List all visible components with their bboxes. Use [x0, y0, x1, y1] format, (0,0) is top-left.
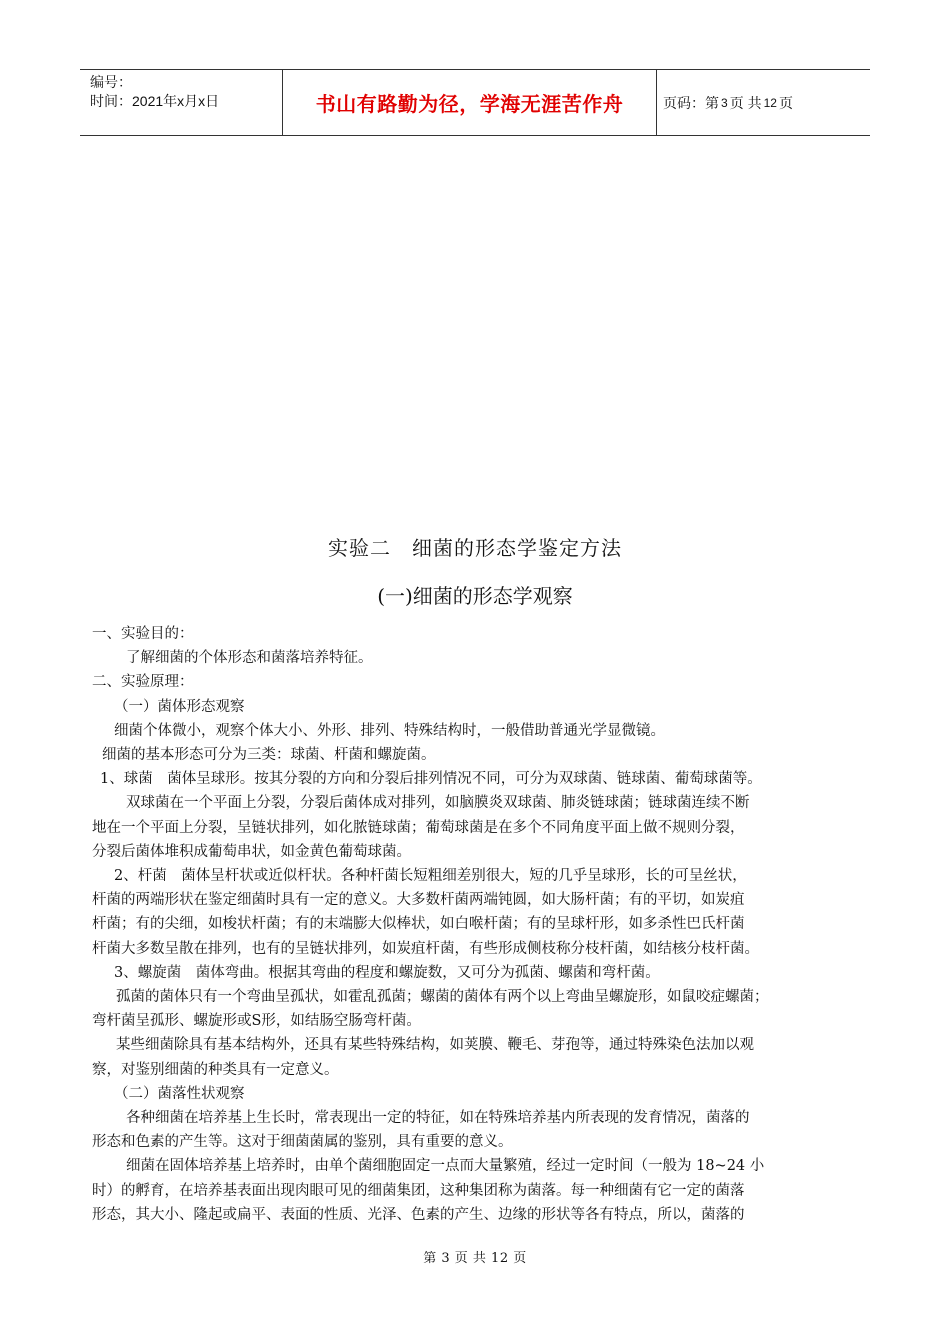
date-label: 时间：2021年x月x日 [90, 93, 220, 109]
subsection-heading: （二）菌落性状观察 [114, 1085, 245, 1102]
document-subtitle: (一)细菌的形态学观察 [377, 584, 573, 608]
header-meta-cell [80, 70, 283, 135]
paragraph-line: 分裂后菌体堆积成葡萄串状，如金黄色葡萄球菌。 [92, 843, 411, 860]
paragraph-line: 1、球菌 菌体呈球形。按其分裂的方向和分裂后排列情况不同，可分为双球菌、链球菌、葡萄球菌等。 [100, 771, 762, 788]
page-header-table [80, 69, 870, 136]
paragraph-line: 杆菌；有的尖细，如梭状杆菌；有的末端膨大似棒状，如白喉杆菌；有的呈球杆形，如多杀性巴氏杆菌 [92, 916, 745, 933]
serial-number-label: 编号： [90, 74, 132, 90]
paragraph-line: 杆菌的两端形状在鉴定细菌时具有一定的意义。大多数杆菌两端钝圆，如大肠杆菌；有的平切，如炭疽 [92, 892, 745, 909]
paragraph-line: 形态和色素的产生等。这对于细菌菌属的鉴别，具有重要的意义。 [92, 1134, 513, 1151]
paragraph-line: 双球菌在一个平面上分裂，分裂后菌体成对排列，如脑膜炎双球菌、肺炎链球菌；链球菌连续不断 [126, 795, 750, 812]
page-total-number: 12 [763, 95, 777, 110]
paragraph-line: 各种细菌在培养基上生长时，常表现出一定的特征，如在特殊培养基内所表现的发育情况，菌落的 [126, 1110, 750, 1127]
paragraph-line: 察，对鉴别细菌的种类具有一定意义。 [92, 1061, 339, 1078]
paragraph-line: 细菌在固体培养基上培养时，由单个菌细胞固定一点而大量繁殖，经过一定时间（一般为 18~24 小 [126, 1158, 765, 1175]
page-current-number: 3 [721, 95, 728, 110]
paragraph-line: 3、螺旋菌 菌体弯曲。根据其弯曲的程度和螺旋数，又可分为孤菌、螺菌和弯杆菌。 [114, 964, 660, 981]
paragraph-line: 细菌的基本形态可分为三类：球菌、杆菌和螺旋菌。 [102, 747, 436, 764]
paragraph-line: 时）的孵育，在培养基表面出现肉眼可见的细菌集团，这种集团称为菌落。每一种细菌有它一定的菌落 [92, 1182, 745, 1199]
paragraph-line: 形态，其大小、隆起或扁平、表面的性质、光泽、色素的产生、边缘的形状等各有特点，所以，菌落的 [92, 1206, 745, 1223]
header-motto-cell [283, 70, 657, 135]
page-footer: 第 3 页 共 12 页 [423, 1251, 527, 1266]
subsection-heading: （一）菌体形态观察 [114, 698, 245, 715]
paragraph-line: 了解细菌的个体形态和菌落培养特征。 [126, 650, 373, 667]
page-prefix: 页码：第 [663, 94, 719, 111]
paragraph-line: 杆菌大多数呈散在排列，也有的呈链状排列，如炭疽杆菌，有些形成侧枝称分枝杆菌，如结核分枝杆菌。 [92, 940, 759, 957]
header-page-cell [657, 70, 870, 135]
paragraph-line: 弯杆菌呈孤形、螺旋形或S形，如结肠空肠弯杆菌。 [92, 1013, 421, 1030]
section-heading: 一、实验目的： [92, 626, 194, 642]
section-heading: 二、实验原理： [92, 674, 194, 691]
paragraph-line: 地在一个平面上分裂，呈链状排列，如化脓链球菌；葡萄球菌是在多个不同角度平面上做不规则分裂， [92, 819, 745, 836]
document-title: 实验二 细菌的形态学鉴定方法 [328, 536, 622, 560]
document-body [92, 622, 862, 1227]
paragraph-line: 2、杆菌 菌体呈杆状或近似杆状。各种杆菌长短粗细差别很大，短的几乎呈球形，长的可呈丝状， [114, 868, 747, 885]
page-mid: 页 共 [729, 94, 762, 111]
paragraph-line: 某些细菌除具有基本结构外，还具有某些特殊结构，如荚膜、鞭毛、芽孢等，通过特殊染色法加以观 [116, 1037, 754, 1054]
paragraph-line: 细菌个体微小，观察个体大小、外形、排列、特殊结构时，一般借助普通光学显微镜。 [114, 722, 665, 739]
paragraph-line: 孤菌的菌体只有一个弯曲呈孤状，如霍乱孤菌；螺菌的菌体有两个以上弯曲呈螺旋形，如鼠咬症螺菌； [116, 989, 769, 1006]
page-suffix: 页 [778, 94, 793, 111]
header-motto: 书山有路勤为径，学海无涯苦作舟 [315, 94, 624, 116]
